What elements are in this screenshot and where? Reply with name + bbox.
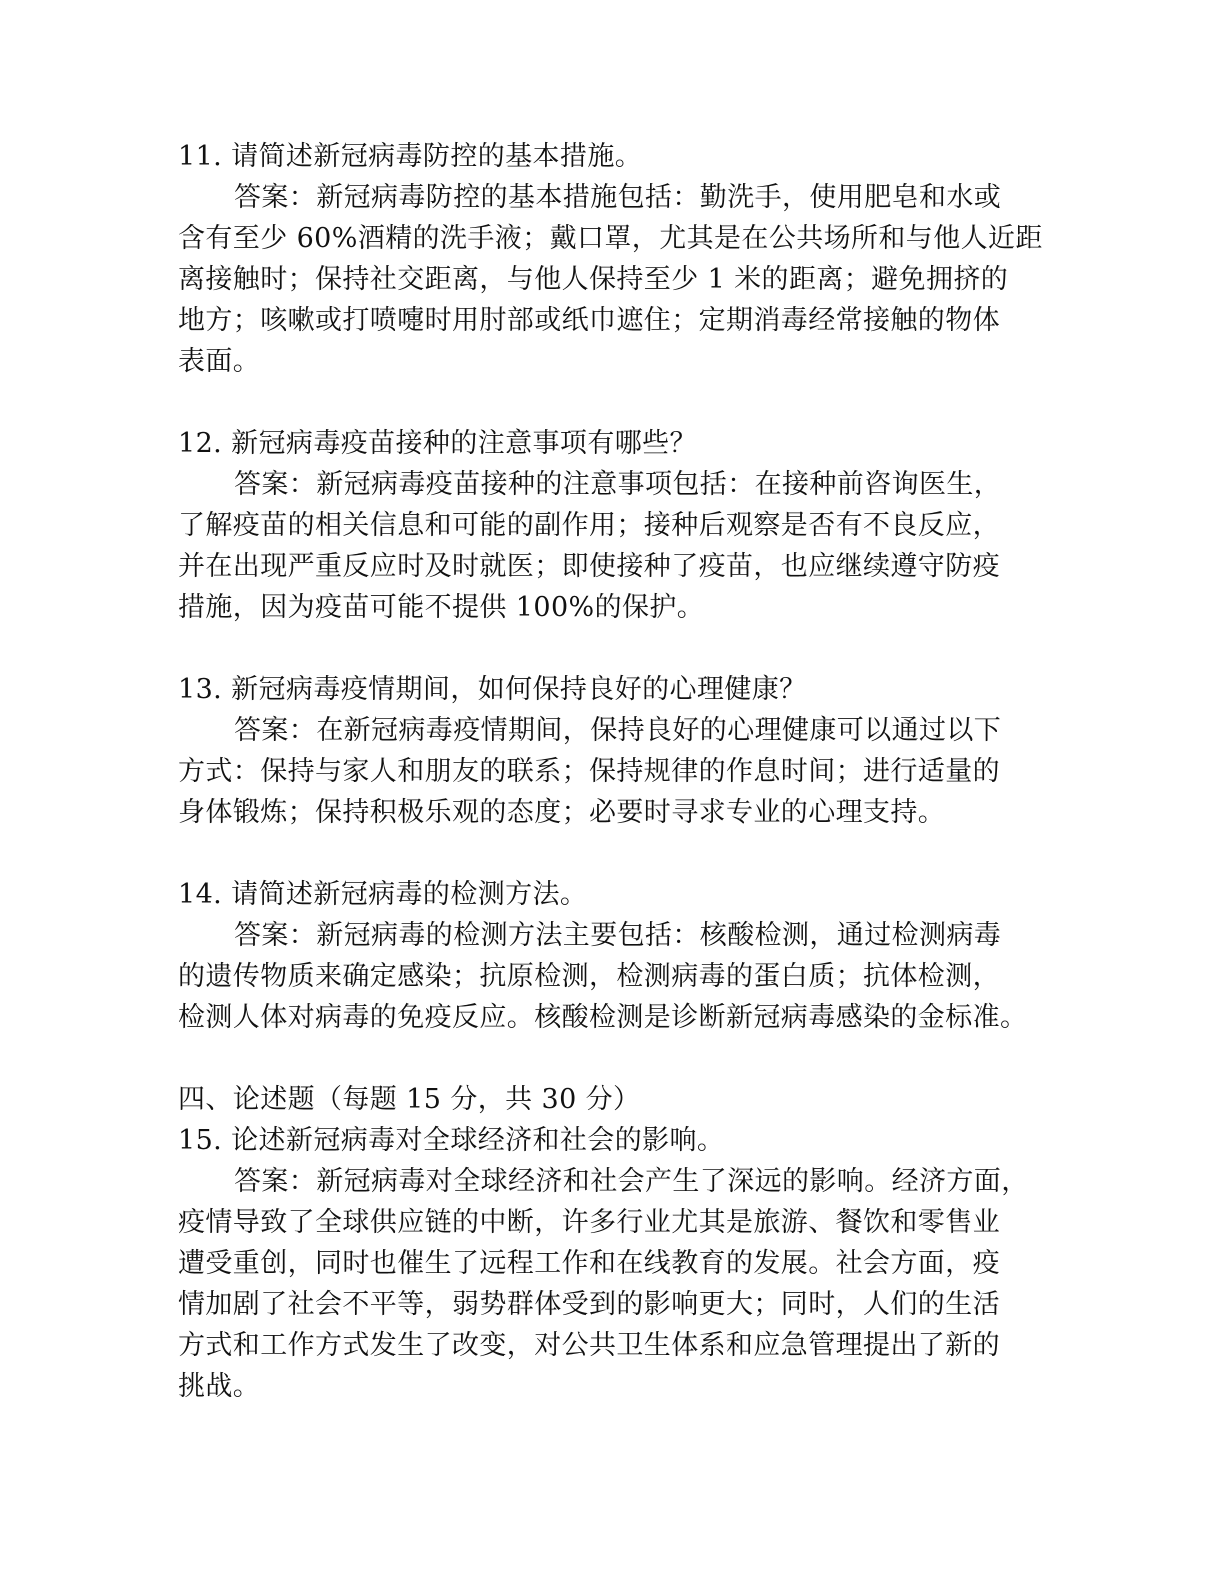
answer-line: 离接触时；保持社交距离，与他人保持至少 1 米的距离；避免拥挤的 xyxy=(178,264,1009,295)
answer-line: 情加剧了社会不平等，弱势群体受到的影响更大；同时，人们的生活 xyxy=(178,1289,1000,1320)
answer-line: 措施，因为疫苗可能不提供 100%的保护。 xyxy=(178,592,705,623)
answer-line: 答案：新冠病毒防控的基本措施包括：勤洗手，使用肥皂和水或 xyxy=(234,182,1002,213)
section-heading: 四、论述题（每题 15 分，共 30 分） xyxy=(178,1084,641,1115)
question-11-title: 11. 请简述新冠病毒防控的基本措施。 xyxy=(178,141,643,172)
answer-line: 地方；咳嗽或打喷嚏时用肘部或纸巾遮住；定期消毒经常接触的物体 xyxy=(178,305,1000,336)
answer-line: 含有至少 60%酒精的洗手液；戴口罩，尤其是在公共场所和与他人近距 xyxy=(178,223,1043,254)
answer-line: 身体锻炼；保持积极乐观的态度；必要时寻求专业的心理支持。 xyxy=(178,797,946,828)
question-15-title: 15. 论述新冠病毒对全球经济和社会的影响。 xyxy=(178,1125,725,1156)
answer-line: 答案：新冠病毒疫苗接种的注意事项包括：在接种前咨询医生， xyxy=(234,469,1002,500)
answer-line: 疫情导致了全球供应链的中断，许多行业尤其是旅游、餐饮和零售业 xyxy=(178,1207,1000,1238)
answer-line: 答案：新冠病毒的检测方法主要包括：核酸检测，通过检测病毒 xyxy=(234,920,1002,951)
answer-line: 遭受重创，同时也催生了远程工作和在线教育的发展。社会方面，疫 xyxy=(178,1248,1000,1279)
answer-line: 方式和工作方式发生了改变，对公共卫生体系和应急管理提出了新的 xyxy=(178,1330,1000,1361)
answer-line: 答案：在新冠病毒疫情期间，保持良好的心理健康可以通过以下 xyxy=(234,715,1002,746)
answer-line: 了解疫苗的相关信息和可能的副作用；接种后观察是否有不良反应， xyxy=(178,510,1000,541)
answer-line: 答案：新冠病毒对全球经济和社会产生了深远的影响。经济方面， xyxy=(234,1166,1029,1197)
answer-line: 的遗传物质来确定感染；抗原检测，检测病毒的蛋白质；抗体检测， xyxy=(178,961,1000,992)
answer-line: 挑战。 xyxy=(178,1371,261,1402)
question-13-title: 13. 新冠病毒疫情期间，如何保持良好的心理健康？ xyxy=(178,674,807,705)
question-12-title: 12. 新冠病毒疫苗接种的注意事项有哪些？ xyxy=(178,428,697,459)
answer-line: 并在出现严重反应时及时就医；即使接种了疫苗，也应继续遵守防疫 xyxy=(178,551,1000,582)
answer-line: 检测人体对病毒的免疫反应。核酸检测是诊断新冠病毒感染的金标准。 xyxy=(178,1002,1028,1033)
answer-line: 表面。 xyxy=(178,346,261,377)
answer-line: 方式：保持与家人和朋友的联系；保持规律的作息时间；进行适量的 xyxy=(178,756,1000,787)
question-14-title: 14. 请简述新冠病毒的检测方法。 xyxy=(178,879,588,910)
